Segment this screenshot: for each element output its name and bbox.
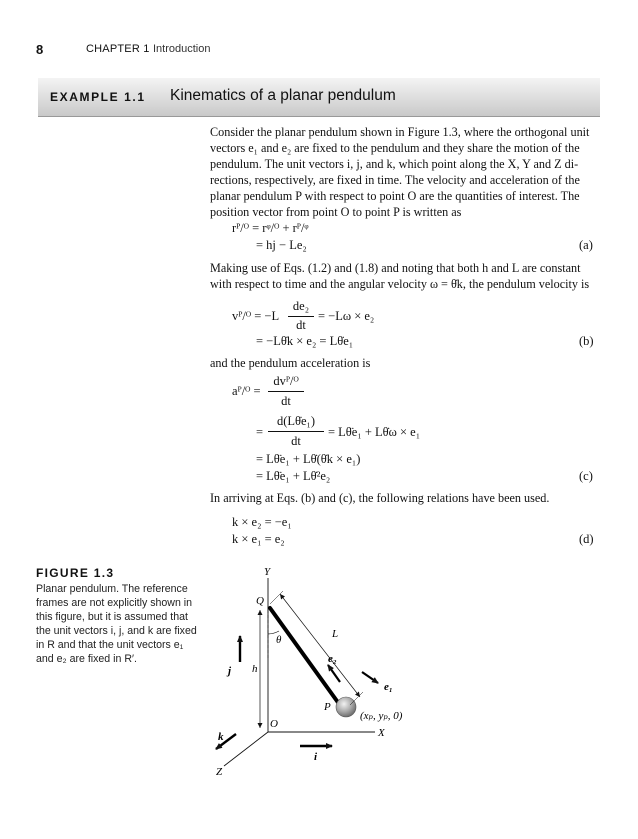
extension-line	[270, 591, 283, 604]
caption-line: Planar pendulum. The reference	[36, 583, 188, 595]
text-line: planar pendulum P with respect to point O are the quantities of interest. The	[210, 189, 580, 203]
example-label: EXAMPLE 1.1	[50, 90, 146, 104]
label-point-q: Q	[256, 595, 264, 607]
pendulum-figure	[190, 560, 430, 790]
arriving-paragraph: In arriving at Eqs. (b) and (c), the following relations have been used.	[210, 491, 550, 505]
equation-a-line2: = hj − Le₂	[256, 238, 307, 252]
text-line: rections, respectively, are fixed in time. The velocity and acceleration of the	[210, 173, 580, 187]
caption-line: the unit vectors i, j, and k are fixed	[36, 625, 197, 637]
label-coordinates: (xₚ, yₚ, 0)	[360, 710, 403, 722]
accel-paragraph: and the pendulum acceleration is	[210, 356, 371, 370]
label-y-axis: Y	[264, 566, 271, 578]
equation-c-rhs2: = Lθ̈e₁ + Lθ̇ω × e₁	[328, 425, 421, 439]
equation-c-numerator-1: dvᴾ/ᴼ	[273, 374, 299, 388]
equation-c-equals: =	[256, 425, 264, 439]
label-length-l: L	[332, 628, 339, 640]
label-origin-o: O	[270, 718, 278, 730]
making-use-paragraph	[210, 260, 594, 292]
label-x-axis: X	[378, 727, 385, 739]
text-line: with respect to time and the angular velocity ω = θ̇k, the pendulum velocity is	[210, 277, 590, 291]
label-k: k	[218, 731, 224, 743]
equation-b-rhs: = −Lω × e₂	[318, 309, 375, 323]
label-h: h	[252, 663, 258, 675]
label-z-axis: Z	[216, 766, 223, 778]
l-dimension-line	[280, 594, 360, 697]
equation-a-line1: rᴾ/ᴼ = rᵠ/ᴼ + rᴾ/ᵠ	[232, 221, 309, 235]
label-e1: e₁	[384, 681, 393, 693]
equation-c-numerator-2: d(Lθ̇e₁)	[276, 414, 316, 428]
caption-line: and e₂ are fixed in R′.	[36, 653, 137, 665]
equation-c-denominator-1: dt	[281, 394, 291, 408]
equation-a-tag: (a)	[579, 238, 593, 252]
extension-line	[350, 692, 363, 705]
intro-paragraph	[210, 124, 594, 220]
equation-b-line2: = −Lθ̇k × e₂ = Lθ̇e₁	[256, 334, 354, 348]
equation-b-tag: (b)	[579, 334, 594, 348]
equation-b-lhs: vᴾ/ᴼ = −L	[232, 309, 280, 323]
label-e2: e₂	[328, 653, 337, 665]
equation-d-tag: (d)	[579, 532, 594, 546]
e1-vector	[362, 672, 378, 683]
equation-c-line3: = Lθ̈e₁ + Lθ̇(θ̇k × e₁)	[256, 452, 361, 466]
fraction-bar	[288, 316, 314, 317]
text-line: Consider the planar pendulum shown in Figure 1.3, where the orthogonal unit	[210, 125, 590, 139]
text-line: position vector from point O to point P is written as	[210, 205, 462, 219]
equation-c-lhs: aᴾ/ᴼ =	[232, 384, 261, 398]
page-number: 8	[36, 42, 44, 57]
chapter-title: Introduction	[153, 43, 211, 55]
equation-c-denominator-2: dt	[291, 434, 301, 448]
label-j: j	[228, 665, 232, 677]
example-title: Kinematics of a planar pendulum	[170, 87, 396, 104]
label-point-p: P	[324, 701, 331, 713]
equation-b-numerator: de₂	[292, 299, 310, 313]
equation-d-line1: k × e₂ = −e₁	[232, 515, 292, 529]
figure-label: FIGURE 1.3	[36, 566, 115, 580]
equation-c-line4: = Lθ̈e₁ + Lθ̇²e₂	[256, 469, 331, 483]
equation-b-denominator: dt	[296, 318, 306, 332]
fraction-bar	[268, 391, 304, 392]
e2-vector	[328, 665, 340, 682]
fraction-bar	[268, 431, 324, 432]
text-line: Making use of Eqs. (1.2) and (1.8) and noting that both h and L are constant	[210, 261, 581, 275]
text-line: pendulum. The unit vectors i, j, and k, which point along the X, Y and Z di-	[210, 157, 579, 171]
caption-line: frames are not explicitly shown in	[36, 597, 193, 609]
equation-c-tag: (c)	[579, 469, 593, 483]
label-i: i	[314, 751, 318, 763]
caption-line: this figure, but it is assumed that	[36, 611, 188, 623]
pendulum-bob	[336, 697, 356, 717]
equation-d-line2: k × e₁ = e₂	[232, 532, 285, 546]
caption-line: in R and that the unit vectors e₁	[36, 639, 184, 651]
figure-caption	[36, 582, 197, 666]
text-line: vectors e₁ and e₂ are fixed to the pendulum and they share the motion of the	[210, 141, 580, 155]
label-theta: θ	[276, 634, 282, 646]
chapter-label: CHAPTER 1	[86, 43, 150, 55]
